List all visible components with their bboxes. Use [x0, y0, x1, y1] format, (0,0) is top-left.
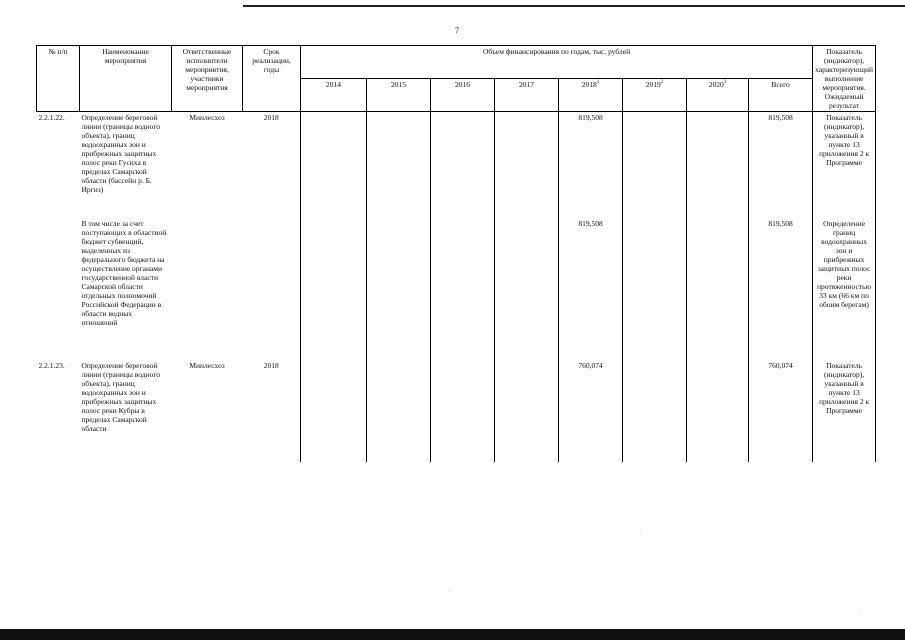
- value-2020: [687, 360, 749, 462]
- scan-speck: ·: [448, 588, 450, 594]
- header-responsible: Ответственные исполнители мероприятия, участники мероприятия: [172, 46, 243, 112]
- header-year: 2019$^2$: [623, 79, 687, 112]
- row-name: Определение береговой линии (границы водного объекта), границ водоохранных зон и прибрежных защитных полос реки Кубры в пределах Самарской области: [81, 361, 161, 433]
- header-year: 2014: [301, 79, 367, 112]
- page-number: 7: [455, 26, 459, 35]
- header-year: 2017: [495, 79, 559, 112]
- value-2017: [495, 218, 559, 360]
- row-num: 2.2.1.22.: [37, 112, 80, 219]
- row-num: 2.2.1.23.: [38, 361, 65, 370]
- value-2014: [301, 360, 367, 462]
- value-2014: [301, 112, 367, 219]
- header-year: 2015: [367, 79, 431, 112]
- value-2017: [495, 360, 559, 462]
- value-2019: [623, 112, 687, 219]
- value-2016: [431, 112, 495, 219]
- value-2015: [367, 218, 431, 360]
- row-responsible: [172, 218, 243, 360]
- row-name: Определение береговой линии (границы водного объекта), границ водоохранных зон и прибрежных защитных полос реки Гусиха в пределах Самарской области (бассейн р. Б. Иргиз): [80, 112, 172, 219]
- row-responsible: Минлесхоз: [189, 361, 225, 370]
- scan-speck: ·: [640, 528, 642, 534]
- value-total: 819,508: [749, 218, 813, 360]
- row-responsible: Минлесхоз: [172, 112, 243, 219]
- financing-table: [36, 45, 876, 462]
- row-term: [243, 218, 301, 360]
- row-num: [37, 218, 80, 360]
- row-indicator: Показатель (индикатор), указанный в пункте 13 приложения 2 к Программе: [813, 112, 876, 219]
- value-2018: 819,508: [559, 218, 623, 360]
- header-year: 2018$^1$: [559, 79, 623, 112]
- value-2019: [623, 360, 687, 462]
- row-name: В том числе за счет поступающих в областной бюджет субвенций, выделенных из федерального бюджета на осуществление органами государственной власти Самарской области отдельных полномочий Российской Федерации в области водных отношений: [81, 219, 167, 327]
- value-2014: [301, 218, 367, 360]
- value-2017: [495, 112, 559, 219]
- value-2018: 819,508: [559, 112, 623, 219]
- header-num: № п/п: [37, 46, 80, 112]
- table-row: [37, 112, 876, 219]
- value-total: 760,074: [749, 360, 813, 462]
- value-2015: [367, 360, 431, 462]
- header-total: Всего: [749, 79, 813, 112]
- value-2020: [687, 112, 749, 219]
- row-term: 2018: [243, 112, 301, 219]
- value-total: 819,508: [749, 112, 813, 219]
- header-year: 2016: [431, 79, 495, 112]
- top-rule: [243, 5, 905, 7]
- row-term: 2018: [263, 361, 279, 370]
- header-year: 2020$^3$: [687, 79, 749, 112]
- value-2015: [367, 112, 431, 219]
- row-indicator: Определение границ водоохранных зон и прибрежных защитных полос реки протяженностью 33 км (66 км по обоим берегам): [813, 218, 876, 360]
- value-2016: [431, 360, 495, 462]
- value-2018: 760,074: [559, 360, 623, 462]
- scan-speck: ·: [858, 608, 860, 614]
- table-row: [37, 360, 876, 462]
- table-row: [37, 218, 876, 360]
- bottom-border-bar: [0, 629, 905, 640]
- value-2016: [431, 218, 495, 360]
- header-name: Наименование мероприятия: [80, 46, 172, 112]
- header-funding: Объем финансирования по годам, тыс. рублей: [301, 46, 813, 79]
- header-term: Срок реализации, годы: [243, 46, 301, 112]
- value-2019: [623, 218, 687, 360]
- header-indicator: Показатель (индикатор), характеризующий выполнение мероприятия. Ожидаемый результат: [813, 46, 876, 112]
- value-2020: [687, 218, 749, 360]
- row-indicator: Показатель (индикатор), указанный в пункте 13 приложения 2 к Программе: [813, 360, 876, 462]
